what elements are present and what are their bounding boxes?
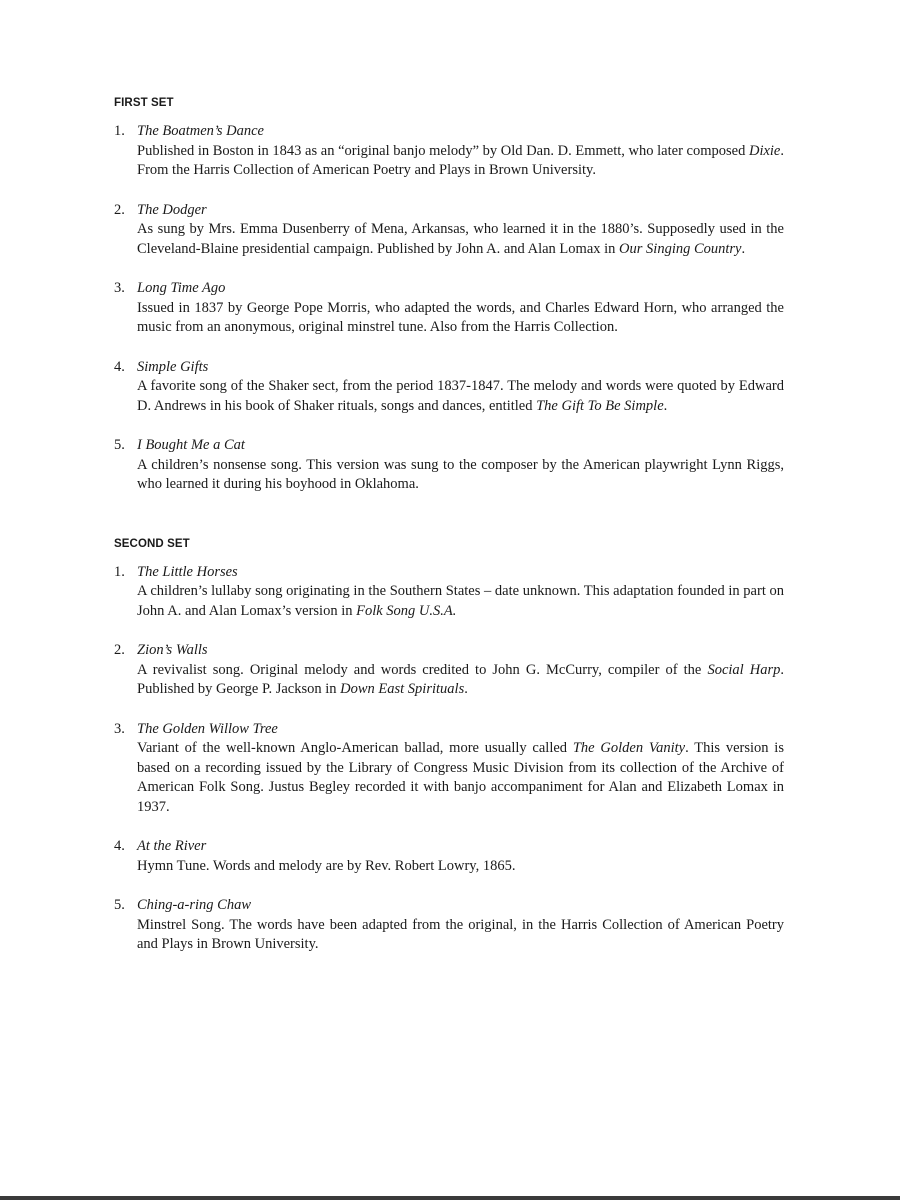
italic-work-title: Down East Spirituals <box>340 681 465 697</box>
first-set-list <box>114 122 784 495</box>
description-text: . This version is based on a recording issued by the Library of Congress Music Division from its collection of the Archive of American Folk Song. Justus Begley recorded it with banjo accompaniment for Alan and Elizabeth Lomax in 1937. <box>137 740 784 815</box>
song-description <box>137 739 784 817</box>
description-text: A children’s lullaby song originating in the Southern States – date unknown. This adaptation founded in part on John A. and Alan Lomax’s version in <box>137 583 784 619</box>
italic-work-title: Folk Song U.S.A. <box>356 602 457 619</box>
song-description <box>137 220 784 259</box>
description-text: A revivalist song. Original melody and words credited to John G. McCurry, compiler of the <box>137 661 708 678</box>
song-title: Long Time Ago <box>137 280 226 296</box>
song-title: The Golden Willow Tree <box>137 720 278 737</box>
song-entry <box>114 563 784 622</box>
italic-work-title: Social Harp <box>707 661 781 678</box>
song-number: 4. <box>114 358 125 375</box>
second-set-heading: SECOND SET <box>114 537 190 550</box>
description-text: Variant of the well-known Anglo-American ballad, more usually called <box>137 740 573 756</box>
song-entry <box>114 201 784 260</box>
italic-work-title: Our Singing Country <box>619 240 742 257</box>
song-description <box>137 582 784 621</box>
description-text: . <box>464 681 468 697</box>
song-entry <box>114 720 784 818</box>
description-text: . <box>741 240 746 257</box>
song-description <box>137 857 784 877</box>
song-entry <box>114 837 784 876</box>
song-number: 1. <box>114 563 125 580</box>
song-description <box>137 299 784 338</box>
song-number: 3. <box>114 720 125 737</box>
song-title: I Bought Me a Cat <box>137 437 245 453</box>
description-text: A favorite song of the Shaker sect, from the period 1837-1847. The melody and words were quoted by Edward D. Andrews in his book of Shaker rituals, songs and dances, entitled <box>137 378 784 414</box>
song-title: Zion’s Walls <box>137 642 208 658</box>
song-number: 1. <box>114 123 125 139</box>
song-entry <box>114 358 784 417</box>
song-description <box>137 456 784 495</box>
song-title: Simple Gifts <box>137 358 209 375</box>
song-description <box>137 661 784 700</box>
song-title: The Dodger <box>137 201 207 218</box>
song-title: The Boatmen’s Dance <box>137 123 264 139</box>
song-title: The Little Horses <box>137 563 238 580</box>
song-entry <box>114 122 784 181</box>
song-description <box>137 377 784 416</box>
song-number: 2. <box>114 201 125 218</box>
song-title: At the River <box>137 838 207 854</box>
song-number: 2. <box>114 642 125 658</box>
description-text: Hymn Tune. Words and melody are by Rev. Robert Lowry, 1865. <box>137 857 516 874</box>
song-number: 3. <box>114 280 125 296</box>
description-text: . <box>663 397 668 414</box>
song-number: 5. <box>114 897 125 913</box>
song-entry <box>114 436 784 495</box>
song-number: 4. <box>114 838 125 854</box>
song-description <box>137 916 784 955</box>
description-text: Minstrel Song. The words have been adapted from the original, in the Harris Collection of American Poetry and Plays in Brown University. <box>137 916 784 952</box>
description-text: A children’s nonsense song. This version was sung to the composer by the American playwright Lynn Riggs, who learned it during his boyhood in Oklahoma. <box>137 456 784 492</box>
description-text: . Published by George P. Jackson in <box>137 661 784 697</box>
italic-work-title: Dixie <box>748 142 781 159</box>
second-set-list <box>114 563 784 955</box>
song-number: 5. <box>114 437 125 453</box>
song-title: Ching-a-ring Chaw <box>137 897 251 913</box>
description-text: Published in Boston in 1843 as an “original banjo melody” by Old Dan. D. Emmett, who later composed <box>137 142 749 159</box>
description-text: Issued in 1837 by George Pope Morris, who adapted the words, and Charles Edward Horn, who arranged the music from an anonymous, original minstrel tune. Also from the Harris Collection. <box>137 299 784 335</box>
song-entry <box>114 279 784 338</box>
song-description <box>137 142 784 181</box>
italic-work-title: The Golden Vanity <box>572 740 686 756</box>
song-entry <box>114 641 784 700</box>
song-entry <box>114 896 784 955</box>
first-set-heading: FIRST SET <box>114 97 174 109</box>
page-bottom-border <box>0 1196 900 1200</box>
description-text: . From the Harris Collection of American Poetry and Plays in Brown University. <box>137 142 784 178</box>
italic-work-title: The Gift To Be Simple <box>536 397 664 414</box>
description-text: As sung by Mrs. Emma Dusenberry of Mena, Arkansas, who learned it in the 1880’s. Supposedly used in the Cleveland-Blaine presidential campaign. Published by John A. and Alan Lomax in <box>137 221 784 257</box>
